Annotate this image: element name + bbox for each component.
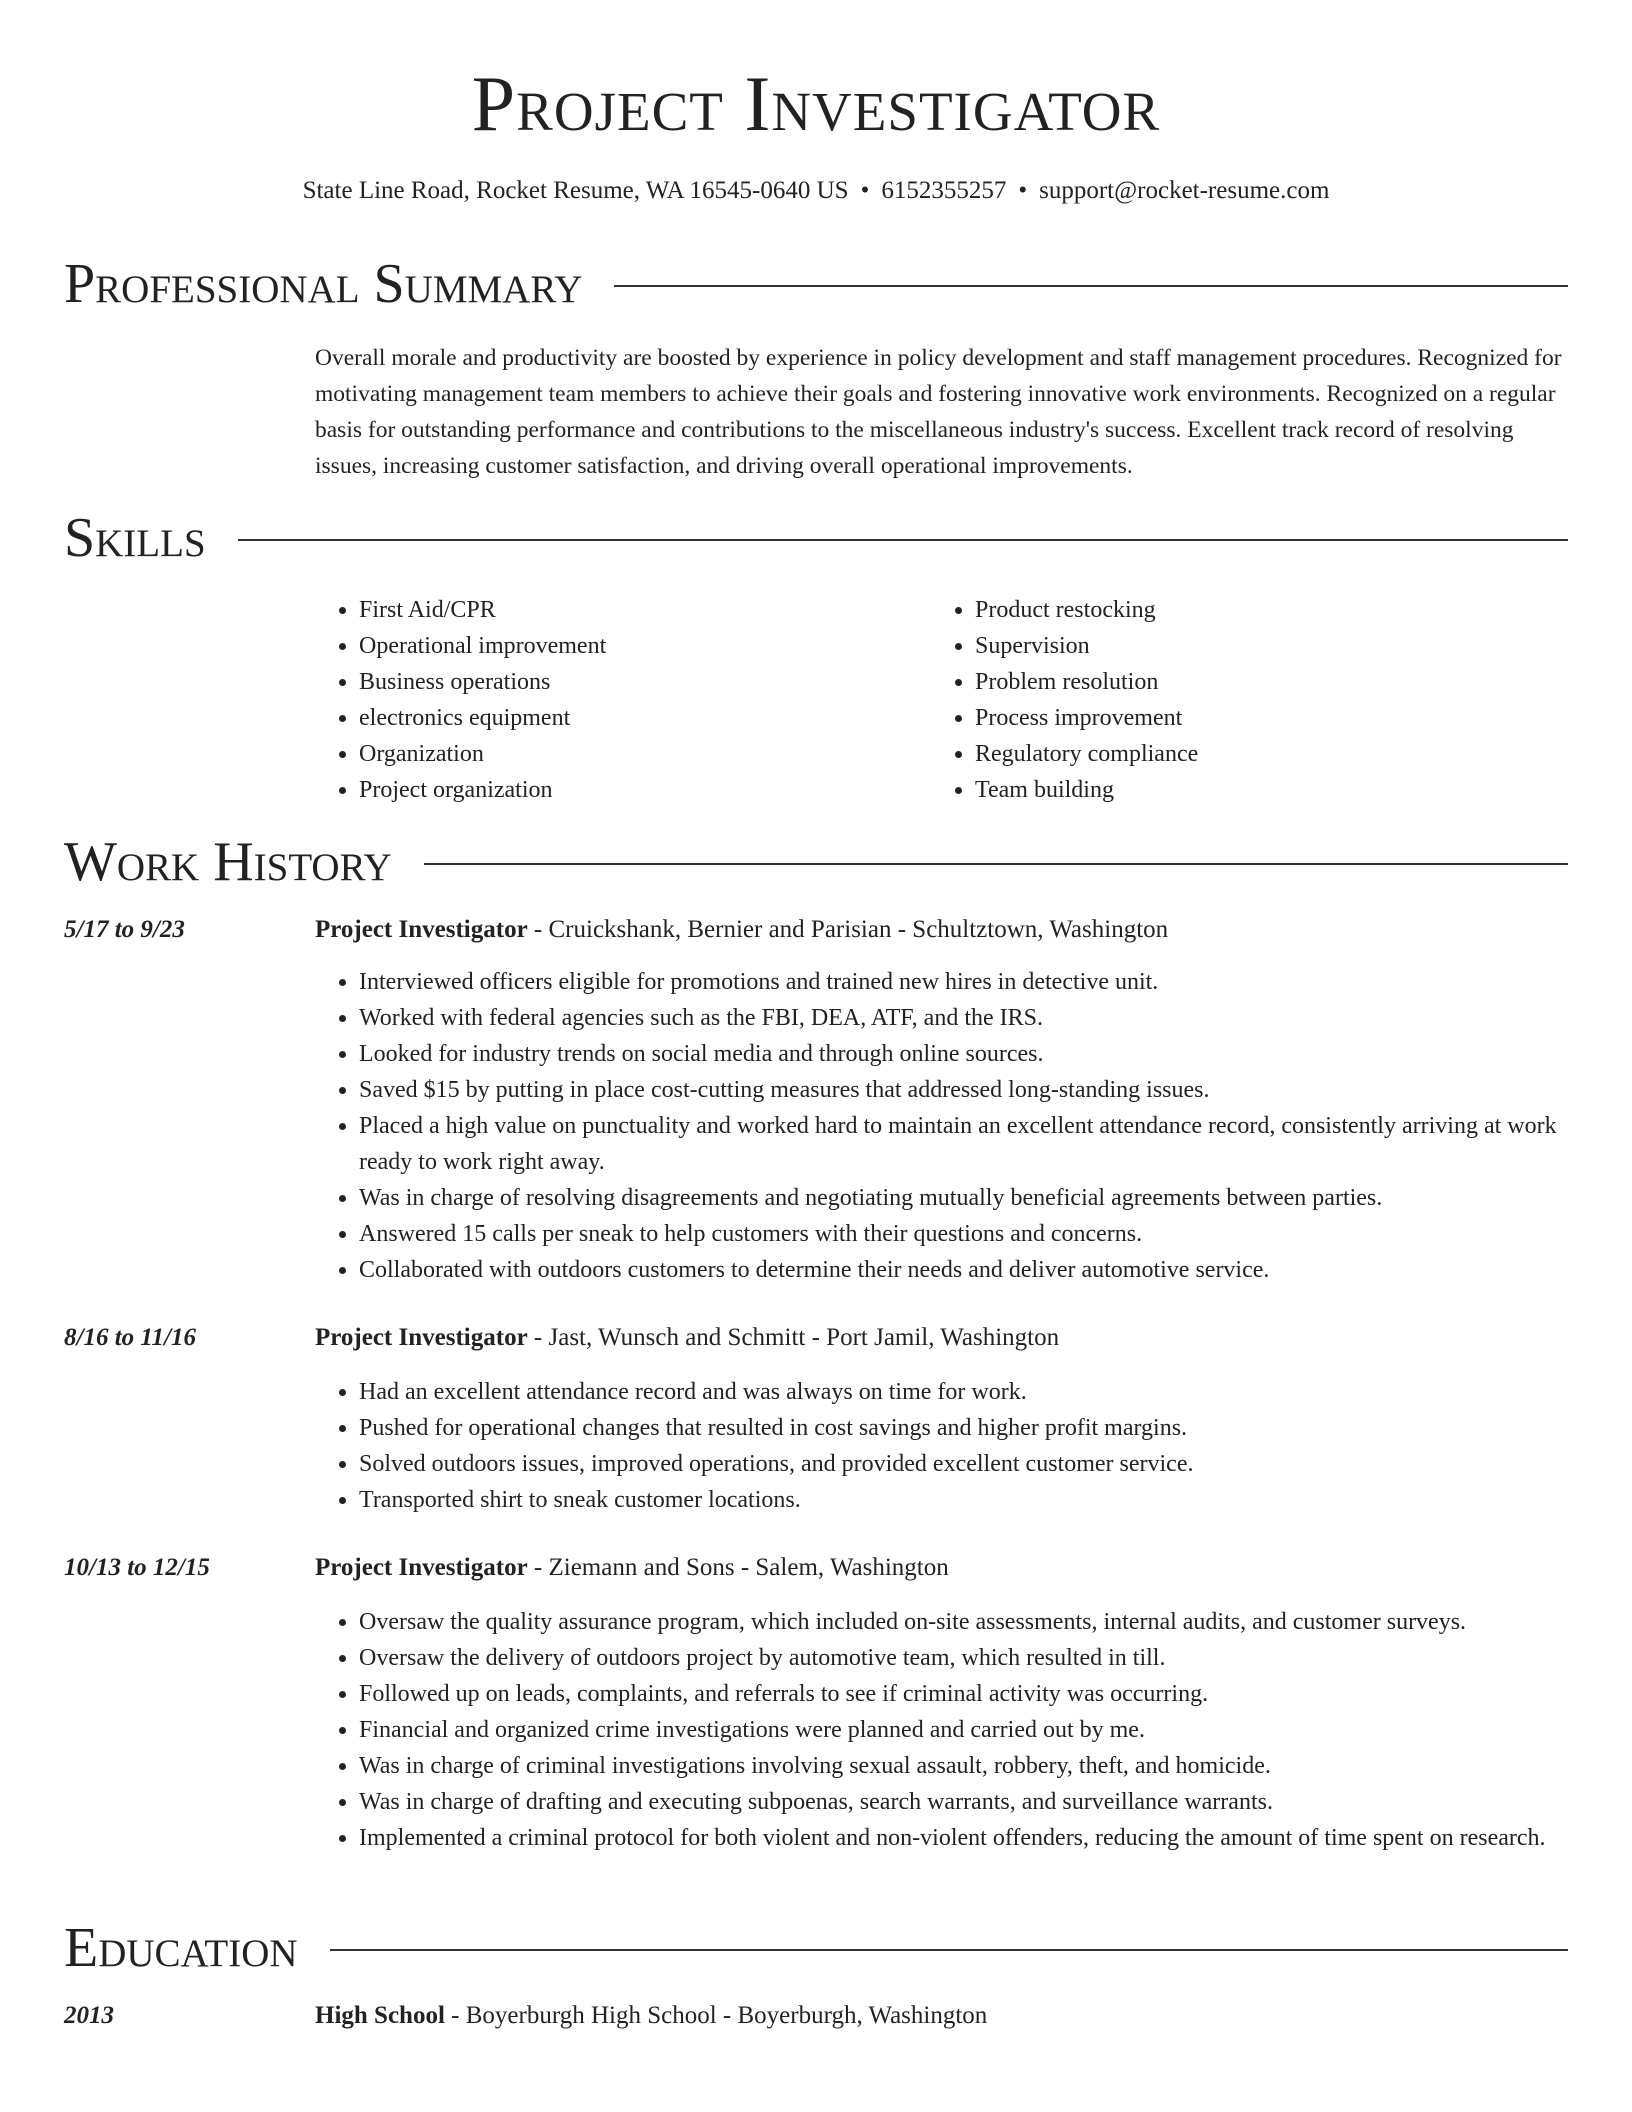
education-year: 2013 (64, 2002, 114, 2029)
job-bullet: • Solved outdoors issues, improved operations, and provided excellent customer service. (359, 1446, 1605, 1482)
job-bullet: • Had an excellent attendance record and was always on time for work. (359, 1374, 1605, 1410)
job-bullet: • Collaborated with outdoors customers to determine their needs and deliver automotive service. (359, 1252, 1605, 1288)
job-details: - Jast, Wunsch and Schmitt - Port Jamil, Washington (527, 1324, 1060, 1351)
job-dates: 5/17 to 9/23 (64, 916, 185, 943)
skill-item: • First Aid/CPR (359, 592, 915, 628)
education-details: - Boyerburgh High School - Boyerburgh, Washington (444, 2002, 988, 2029)
job-bullet: • Transported shirt to sneak customer locations. (359, 1482, 1605, 1518)
skill-item: • Problem resolution (975, 664, 1531, 700)
phone: 6152355257 (881, 177, 1007, 204)
skills-list (931, 592, 1531, 808)
job-bullet: • Interviewed officers eligible for promotions and trained new hires in detective unit. (359, 964, 1605, 1000)
job-title: Project Investigator (315, 1324, 528, 1351)
job-bullet: • Was in charge of resolving disagreements and negotiating mutually beneficial agreements between parties. (359, 1180, 1605, 1216)
job-bullet: • Was in charge of criminal investigations involving sexual assault, robbery, theft, and homicide. (359, 1748, 1605, 1784)
skill-item: • Regulatory compliance (975, 736, 1531, 772)
job-bullet: • Pushed for operational changes that resulted in cost savings and higher profit margins. (359, 1410, 1605, 1446)
job-bullet: • Oversaw the quality assurance program, which included on-site assessments, internal audits, and customer surveys. (359, 1604, 1605, 1640)
skill-item: • electronics equipment (359, 700, 915, 736)
section-divider (614, 285, 1568, 287)
separator: • (1018, 177, 1028, 204)
job-title: Project Investigator (315, 916, 528, 943)
section-divider (424, 863, 1568, 865)
skill-item: • Operational improvement (359, 628, 915, 664)
job-bullet: • Placed a high value on punctuality and worked hard to maintain an excellent attendance record, consistently arriving at work ready to work right away. (359, 1108, 1605, 1180)
education-heading (315, 1998, 987, 2034)
job-bullet: • Worked with federal agencies such as the FBI, DEA, ATF, and the IRS. (359, 1000, 1605, 1036)
job-bullet: • Answered 15 calls per sneak to help customers with their questions and concerns. (359, 1216, 1605, 1252)
job-title: Project Investigator (315, 1554, 528, 1581)
skill-item: • Team building (975, 772, 1531, 808)
job-heading (315, 1550, 949, 1586)
job-dates: 10/13 to 12/15 (64, 1554, 210, 1581)
job-bullet: • Implemented a criminal protocol for both violent and non-violent offenders, reducing the amount of time spent on research. (359, 1820, 1605, 1856)
section-header-education (64, 1918, 1568, 1978)
section-header-work-history (64, 832, 1568, 892)
section-header-skills (64, 508, 1568, 568)
skill-item: • Project organization (359, 772, 915, 808)
skill-item: • Organization (359, 736, 915, 772)
section-divider (238, 539, 1568, 541)
job-bullet: • Oversaw the delivery of outdoors project by automotive team, which resulted in till. (359, 1640, 1605, 1676)
section-title: Work History (64, 831, 392, 893)
bullet-list (315, 964, 1605, 1288)
job-details: - Ziemann and Sons - Salem, Washington (527, 1554, 949, 1581)
skills-list (315, 592, 915, 808)
summary-text: Overall morale and productivity are boosted by experience in policy development and staff management procedures. Recognized for motivating management team members to achieve their goals and fostering innovative work environments. Recognized on a regular basis for outstanding performance and contributions to the miscellaneous industry's success. Excellent track record of resolving issues, increasing customer satisfaction, and driving overall operational improvements. (315, 345, 1562, 479)
job-bullet: • Followed up on leads, complaints, and referrals to see if criminal activity was occurring. (359, 1676, 1605, 1712)
address: State Line Road, Rocket Resume, WA 16545-0640 US (302, 177, 849, 204)
job-dates: 8/16 to 11/16 (64, 1324, 196, 1351)
skills-column-right (931, 592, 1531, 808)
bullet-list (315, 1604, 1605, 1856)
skill-item: • Business operations (359, 664, 915, 700)
job-bullet: • Was in charge of drafting and executing subpoenas, search warrants, and surveillance warrants. (359, 1784, 1605, 1820)
skill-item: • Supervision (975, 628, 1531, 664)
email: support@rocket-resume.com (1039, 177, 1330, 204)
skill-item: • Process improvement (975, 700, 1531, 736)
job-heading (315, 1320, 1059, 1356)
skill-item: • Product restocking (975, 592, 1531, 628)
job-bullet: • Financial and organized crime investigations were planned and carried out by me. (359, 1712, 1605, 1748)
job-bullets (315, 1604, 1605, 1856)
job-bullet: • Saved $15 by putting in place cost-cutting measures that addressed long-standing issues. (359, 1072, 1605, 1108)
section-title: Skills (64, 507, 206, 569)
job-bullet: • Looked for industry trends on social media and through online sources. (359, 1036, 1605, 1072)
candidate-name: Project Investigator (471, 60, 1161, 147)
job-details: - Cruickshank, Bernier and Parisian - Schultztown, Washington (527, 916, 1169, 943)
job-bullets (315, 964, 1605, 1288)
contact-line (0, 174, 1632, 208)
section-title: Professional Summary (64, 253, 583, 315)
separator: • (860, 177, 870, 204)
skills-column-left (315, 592, 915, 808)
bullet-list (315, 1374, 1605, 1518)
section-header-summary (64, 254, 1568, 314)
job-heading (315, 912, 1168, 948)
section-divider (330, 1949, 1568, 1951)
section-title: Education (64, 1917, 298, 1979)
education-degree: High School (315, 2002, 445, 2029)
job-bullets (315, 1374, 1605, 1518)
